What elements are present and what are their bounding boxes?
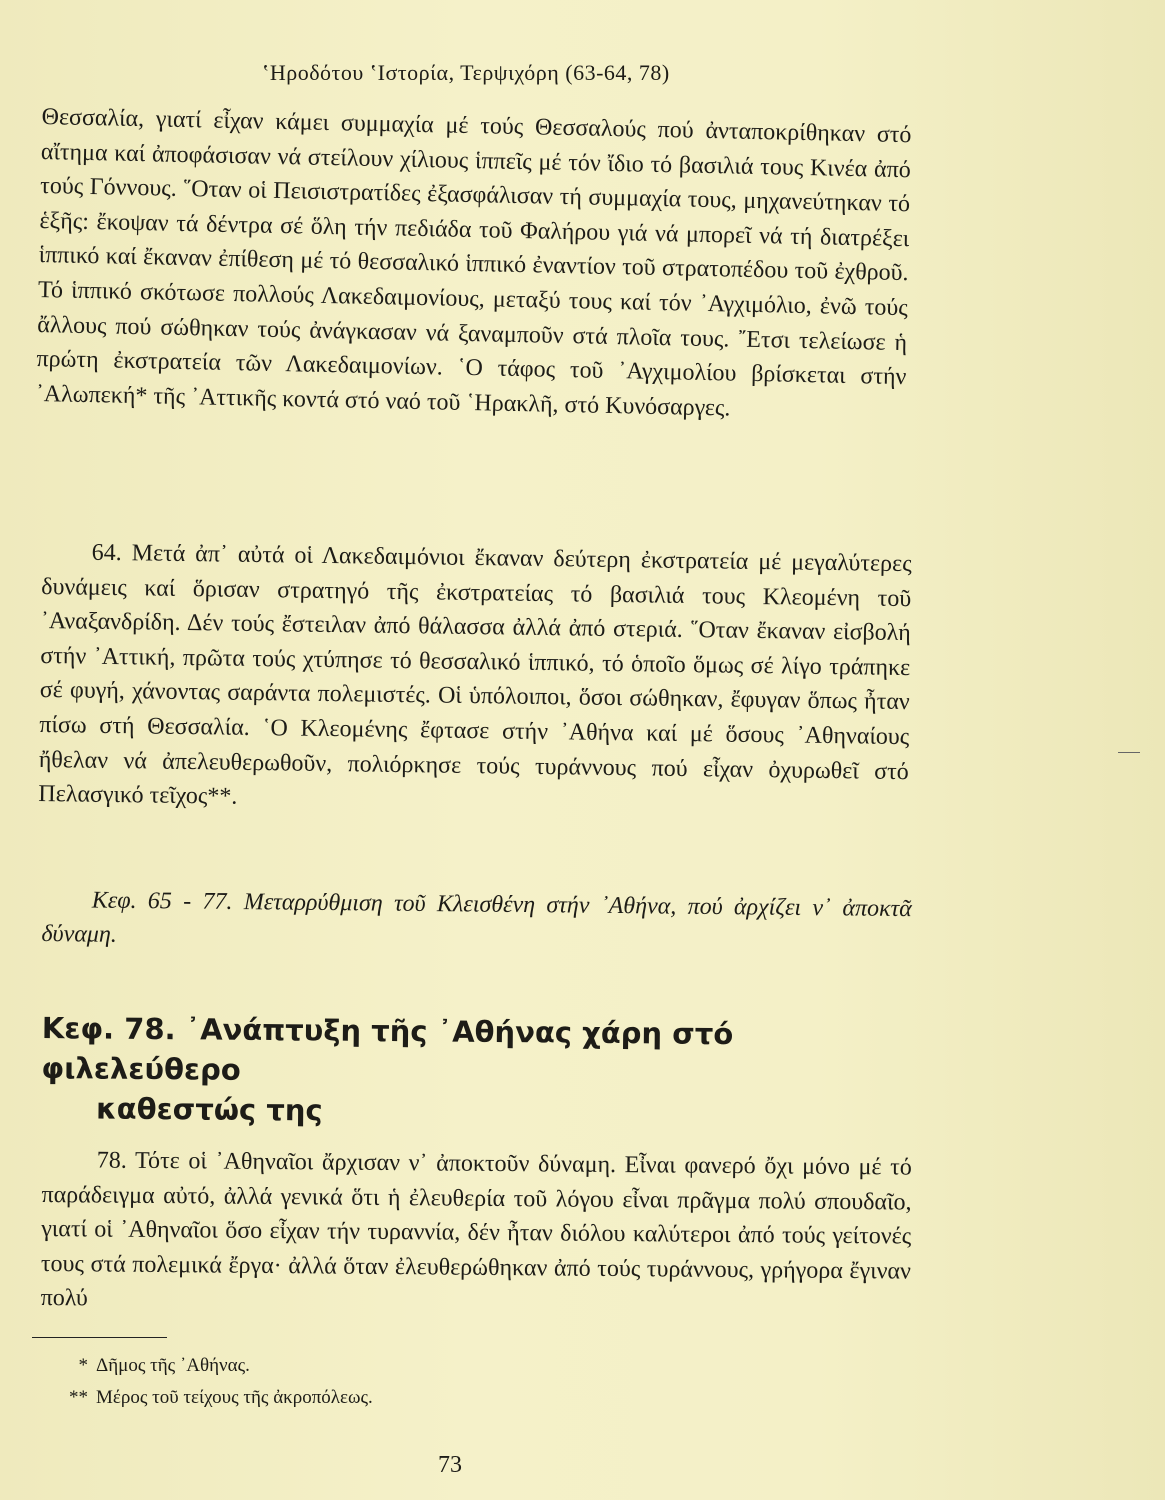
chapter-summary-65-77: Κεφ. 65 - 77. Μεταρρύθμιση τοῦ Κλεισθένη στήν ᾿Αθήνα, πού ἀρχίζει ν᾿ ἀποκτᾶ δύναμη. [41,887,912,948]
paragraph-64: 64. Μετά ἀπ᾿ αὐτά οἱ Λακεδαιμόνιοι ἔκαναν δεύτερη ἐκστρατεία μέ μεγαλύτερες δυνάμεις καί ὅρισαν στρατηγό τῆς ἐκστρατείας τό βασιλιά τους Κλεομένη τοῦ ᾿Αναξανδρίδη. Δέν τούς ἔστειλαν ἀπό θάλασσα ἀλλά ἀπό στεριά. ῞Οταν ἔκαναν εἰσβολή στήν ᾿Αττική, πρῶτα τούς χτύπησε τό θεσσαλικό ἱππικό, τό ὁποῖο ὅμως σέ λίγο τράπηκε σέ φυγή, χάνοντας σαράντα πολεμιστές. Οἱ ὑπόλοιποι, ὅσοι σώθηκαν, ἔφυγαν ὅπως ἦταν πίσω στή Θεσσαλία. ῾Ο Κλεομένης ἔφτασε στήν ᾿Αθήνα καί μέ ὅσους ᾿Αθηναίους ἤθελαν νά ἀπελευθερωθοῦν, πολιόρκησε τούς τυράννους πού εἶχαν ὀχυρωθεῖ στό Πελασγικό τεῖχος**. [38,539,912,810]
footnote-mark: * [78,1355,88,1376]
footnote-text: Μέρος τοῦ τείχους τῆς ἀκροπόλεως. [96,1387,373,1408]
page-number: 73 [438,1452,462,1478]
footnote-mark: ** [69,1387,88,1408]
running-head: ʽΗροδότου ʽΙστορία, Τερψιχόρη (63-64, 78) [262,60,670,85]
chapter-heading-78 [41,1008,922,1136]
footnote-2 [48,1382,748,1414]
margin-mark [1118,752,1140,753]
footnote-1 [48,1350,748,1382]
footnotes [48,1350,748,1414]
chapter-heading-line-2: καθεστώς της [95,1091,323,1128]
footnote-divider [32,1337,167,1338]
paragraph-78: 78. Τότε οἱ ᾿Αθηναῖοι ἄρχισαν ν᾿ ἀποκτοῦν δύναμη. Εἶναι φανερό ὄχι μόνο μέ τό παράδειγμα αὐτό, ἀλλά γενικά ὅτι ἡ ἐλευθερία τοῦ λόγου εἶναι πρᾶγμα πολύ σπουδαῖο, γιατί οἱ ᾿Αθηναῖοι ὅσο εἶχαν τήν τυραννία, δέν ἦταν διόλου καλύτεροι ἀπό τούς γείτονές τους στά πολεμικά ἔργα· ἀλλά ὅταν ἐλευθερώθηκαν ἀπό τούς τυράννους, γρήγορα ἔγιναν πολύ [40,1147,912,1312]
chapter-heading-line-1: Κεφ. 78. ᾿Ανάπτυξη τῆς ᾿Αθήνας χάρη στό φιλελεύθερο [41,1010,734,1087]
paragraph-63-continued: Θεσσαλία, γιατί εἶχαν κάμει συμμαχία μέ τούς Θεσσαλούς πού ἀνταποκρίθηκαν στό αἴτημα καί ἀποφάσισαν νά στείλουν χίλιους ἱππεῖς μέ τόν ἴδιο τό βασιλιά τους Κινέα ἀπό τούς Γόννους. ῞Οταν οἱ Πεισιστρατίδες ἐξασφάλισαν τή συμμαχία τους, μηχανεύτηκαν τό ἑξῆς: ἔκοψαν τά δέντρα σέ ὅλη τήν πεδιάδα τοῦ Φαλήρου γιά νά μπορεῖ νά τή διατρέξει ἱππικό καί ἔκαναν ἐπίθεση μέ τό θεσσαλικό ἱππικό ἐναντίον τοῦ στρατοπέδου τοῦ ἐχθροῦ. Τό ἱππικό σκότωσε πολλούς Λακεδαιμονίους, μεταξύ τους καί τόν ᾿Αγχιμόλιο, ἐνῶ τούς ἄλλους πού σώθηκαν τούς ἀνάγκασαν νά ξαναμποῦν στά πλοῖα τους. ῎Ετσι τελείωσε ἡ πρώτη ἐκστρατεία τῶν Λακεδαιμονίων. ῾Ο τάφος τοῦ ᾿Αγχιμολίου βρίσκεται στήν ᾿Αλωπεκή* τῆς ᾿Αττικῆς κοντά στό ναό τοῦ ῾Ηρακλῆ, στό Κυνόσαργες. [35,103,912,422]
footnote-text: Δῆμος τῆς ᾿Αθήνας. [96,1355,250,1376]
